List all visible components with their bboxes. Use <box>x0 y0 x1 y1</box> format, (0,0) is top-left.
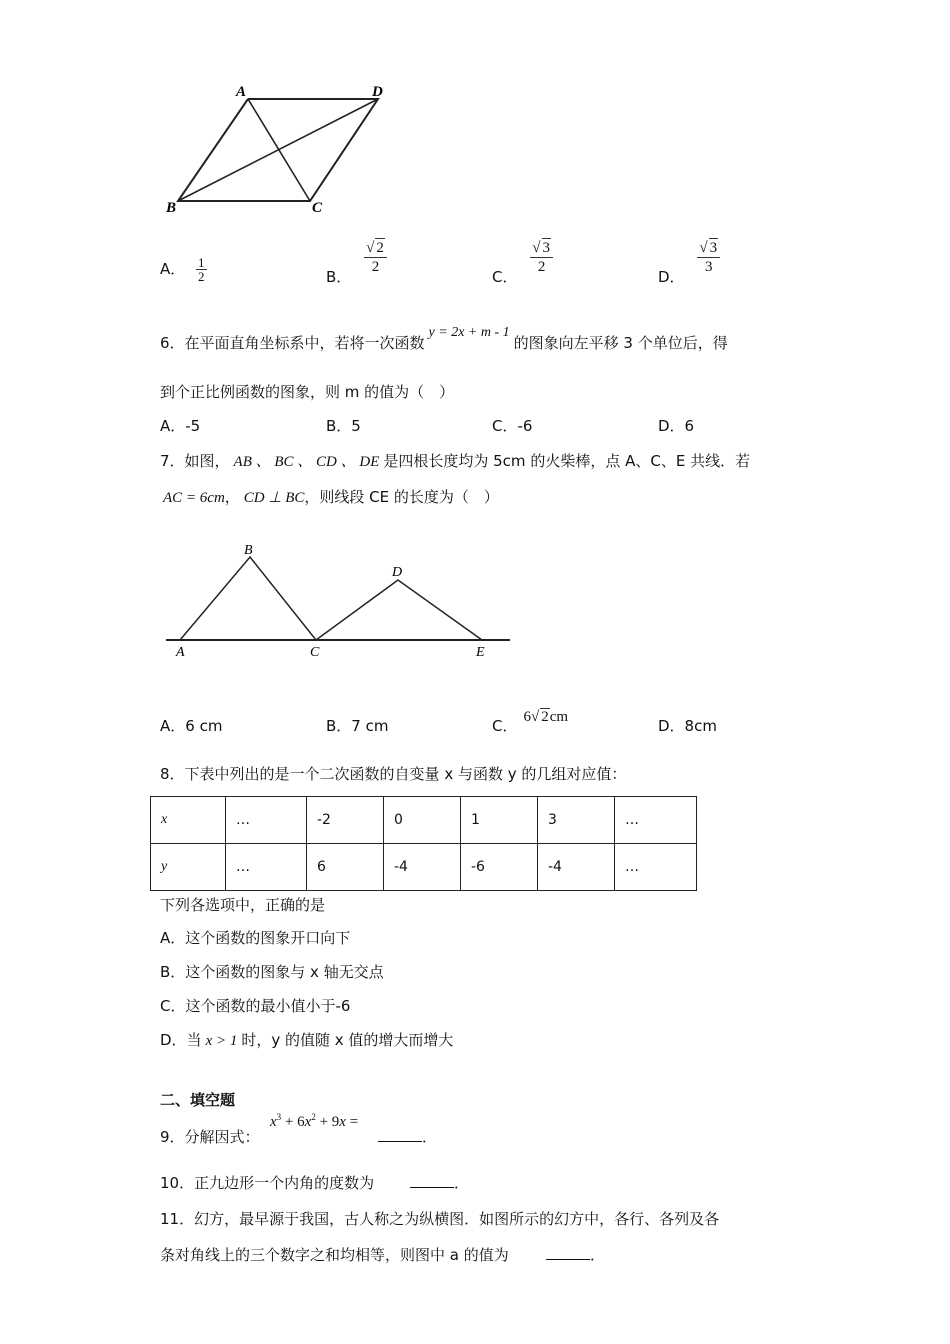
q9-expression: $x^3 + 6x^2 + 9x$ = <box>270 1112 359 1130</box>
table-cell: -2 <box>307 797 384 844</box>
table-row-x <box>151 797 697 844</box>
q5-option-d: D． $\frac{√ 3}{3}$ <box>658 238 720 276</box>
q8-option-b: B．这个函数的图象与 x 轴无交点 <box>160 963 384 981</box>
q11-answer-blank[interactable]: ． <box>546 1244 605 1265</box>
point-d-label: D <box>392 565 403 580</box>
q6-option-b: B．5 <box>326 417 361 435</box>
q9-answer-blank[interactable]: ． <box>378 1126 437 1147</box>
q10-stem: 10．正九边形一个内角的度数为 <box>160 1174 375 1192</box>
q7-option-b: B．7 cm <box>326 717 389 735</box>
table-cell: -6 <box>461 844 538 891</box>
parallelogram-figure <box>160 78 400 218</box>
vertex-a-label: A <box>236 84 247 100</box>
table-cell: … <box>615 797 697 844</box>
q5-option-b: B． $\frac{√ 2}{2}$ <box>326 238 387 276</box>
q8-option-c: C．这个函数的最小值小于-6 <box>160 997 351 1015</box>
q5-option-c: C． $\frac{√ 3}{2}$ <box>492 238 553 276</box>
table-cell: 1 <box>461 797 538 844</box>
q6-option-c: C．-6 <box>492 417 533 435</box>
table-cell: … <box>226 797 307 844</box>
matchstick-figure <box>160 538 520 668</box>
vertex-c-label: C <box>312 200 323 216</box>
vertex-d-label: D <box>372 84 383 100</box>
table-cell: … <box>226 844 307 891</box>
table-cell: -4 <box>384 844 461 891</box>
vertex-b-label: B <box>166 200 177 216</box>
section-heading: 二、填空题 <box>160 1091 236 1109</box>
table-row-y <box>151 844 697 891</box>
q6-option-a: A．-5 <box>160 417 201 435</box>
point-a-label: A <box>176 645 185 660</box>
q5-option-a: A． $\frac{1}{2}$ <box>160 255 205 284</box>
q6-option-d: D．6 <box>658 417 695 435</box>
q6-formula: y = 2x + m - 1 <box>428 325 510 340</box>
point-c-label: C <box>310 645 320 660</box>
q8-after-table: 下列各选项中，正确的是 <box>160 896 326 914</box>
point-b-label: B <box>244 543 253 558</box>
q6-stem-line2: 到个正比例函数的图象，则 m 的值为（ ） <box>160 383 455 401</box>
q7-option-d: D．8cm <box>658 717 717 735</box>
q8-stem: 8．下表中列出的是一个二次函数的自变量 x 与函数 y 的几组对应值： <box>160 765 627 783</box>
q7-stem-line2: AC = 6cm， CD ⊥ BC，则线段 CE 的长度为（ ） <box>163 488 499 506</box>
table-cell: 6 <box>307 844 384 891</box>
q7-stem-line1: 7．如图， AB 、 BC 、 CD 、 DE 是四根长度均为 5cm 的火柴棒，点 A、C、E 共线．若 <box>160 452 751 470</box>
table-cell: … <box>615 844 697 891</box>
values-table <box>150 796 697 891</box>
q8-option-d: D．当 x > 1 时，y 的值随 x 值的增大而增大 <box>160 1031 454 1049</box>
q9-stem: 9．分解因式： <box>160 1128 260 1146</box>
table-cell: y <box>151 844 226 891</box>
table-cell: 0 <box>384 797 461 844</box>
table-cell: -4 <box>538 844 615 891</box>
q11-stem-line1: 11．幻方，最早源于我国，古人称之为纵横图．如图所示的幻方中，各行、各列及各 <box>160 1210 720 1228</box>
q7-option-c: C． 6√ 2cm <box>492 709 569 735</box>
table-cell: 3 <box>538 797 615 844</box>
table-cell: x <box>151 797 226 844</box>
q10-answer-blank[interactable]: ． <box>410 1172 469 1193</box>
point-e-label: E <box>476 645 485 660</box>
q8-option-a: A．这个函数的图象开口向下 <box>160 929 351 947</box>
q6-stem-line1: 6．在平面直角坐标系中，若将一次函数y = 2x + m - 1的图象向左平移 3 个单位后，得 <box>160 325 728 352</box>
q7-option-a: A．6 cm <box>160 717 223 735</box>
q11-stem-line2: 条对角线上的三个数字之和均相等，则图中 a 的值为 <box>160 1246 509 1264</box>
